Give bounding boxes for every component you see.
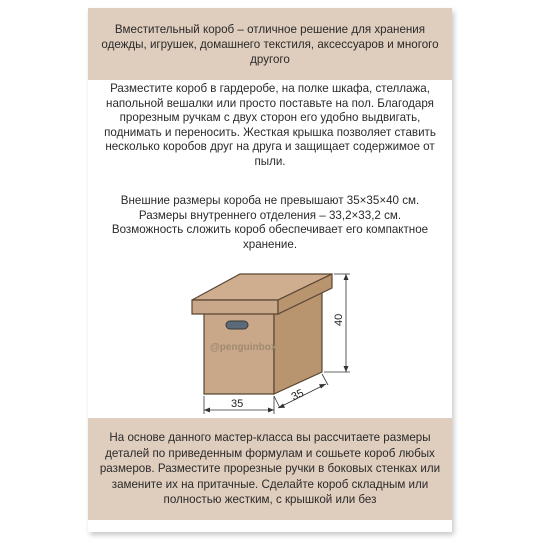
intro-paragraph: Разместите короб в гардеробе, на полке шкафа, стеллажа, напольной вешалки или просто поставьте на пол. Благодаря прорезным ручкам с двух сторон его удобно выдвигать, поднимать и переносить. Жесткая крышка позволяет ставить несколько коробов друг на друга и защищает содержимое от пыли. <box>104 82 436 168</box>
footer-text: На основе данного мастер-класса вы рассчитаете размеры деталей по приведенным формулам и сошьете короб любых размеров. Разместите прорезные ручки в боковых стенках или замените их на притачные. Сделайте короб складным или полностью жестким, с крышкой или без <box>99 431 441 507</box>
document-page <box>88 8 452 532</box>
watermark: @penguinbox <box>210 342 277 353</box>
depth-dimension-label: 35 <box>289 387 306 404</box>
header-band <box>88 8 452 80</box>
sizes-paragraph: Внешние размеры короба не превышают 35×35×40 см. Размеры внутреннего отделения – 33,2×33,2 см. Возможность сложить короб обеспечивает его компактное хранение. <box>111 194 429 251</box>
box-handle <box>226 321 248 329</box>
width-dimension-label: 35 <box>231 398 244 410</box>
footer-band <box>88 418 452 520</box>
box-illustration <box>88 262 452 418</box>
lid-front-rim <box>192 300 278 314</box>
header-text: Вместительный короб – отличное решение для хранения одежды, игрушек, домашнего текстиля, аксессуаров и многого другого <box>101 22 439 66</box>
height-dimension-label: 40 <box>333 313 345 326</box>
